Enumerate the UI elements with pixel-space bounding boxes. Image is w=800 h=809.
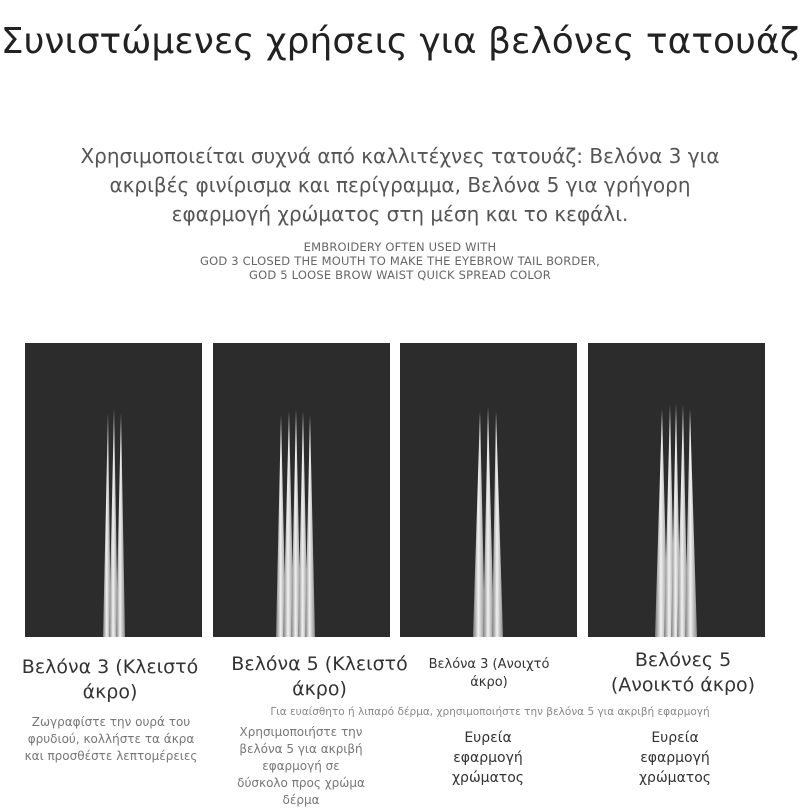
label-needle-3-open: Βελόνα 3 (Ανοιχτό άκρο) bbox=[428, 657, 550, 690]
english-line-1: EMBROIDERY OFTEN USED WITH bbox=[303, 240, 497, 254]
page-title: Συνιστώμενες χρήσεις για βελόνες τατουάζ bbox=[0, 21, 800, 62]
label-needle-5-open: Βελόνες 5 (Ανοικτό άκρο) bbox=[610, 649, 756, 696]
intro-text: Χρησιμοποιείται συχνά από καλλιτέχνες τατουάζ: Βελόνα 3 για ακριβές φινίρισμα και περίγραμμα, Βελόνα 5 για γρήγορη εφαρμογή χρώματος στη μέση και το κεφάλι. bbox=[80, 144, 720, 226]
english-caption bbox=[0, 240, 800, 282]
desc-needle-3-closed: Ζωγραφίστε την ουρά του φρυδιού, κολλήστε τα άκρα και προσθέστε λεπτομέρειες bbox=[24, 715, 198, 763]
needle-5-closed-panel bbox=[213, 343, 390, 637]
desc-needle-3-open: Ευρεία εφαρμογή χρώματος bbox=[451, 730, 525, 786]
label-needle-3-closed: Βελόνα 3 (Κλειστό άκρο) bbox=[21, 656, 199, 703]
english-line-2: GOD 3 CLOSED THE MOUTH TO MAKE THE EYEBROW TAIL BORDER, bbox=[200, 254, 600, 268]
label-needle-5-closed: Βελόνα 5 (Κλειστό άκρο) bbox=[231, 653, 408, 700]
needle-5-open-panel bbox=[588, 343, 765, 637]
needle-3-open-icon bbox=[400, 343, 577, 637]
desc-needle-5-closed: Χρησιμοποιήστε την βελόνα 5 για ακριβή εφαρμογή σε δύσκολο προς χρώμα δέρμα bbox=[237, 725, 365, 807]
needle-3-closed-icon bbox=[25, 343, 202, 637]
english-line-3: GOD 5 LOOSE BROW WAIST QUICK SPREAD COLOR bbox=[249, 268, 551, 282]
desc-needle-5-open: Ευρεία εφαρμογή χρώματος bbox=[638, 730, 712, 786]
needle-3-open-panel bbox=[400, 343, 577, 637]
needle-5-open-icon bbox=[588, 343, 765, 637]
needle-5-closed-icon bbox=[213, 343, 390, 637]
skin-note: Για ευαίσθητο ή λιπαρό δέρμα, χρησιμοποιήστε την βελόνα 5 για ακριβή εφαρμογή bbox=[270, 706, 710, 718]
needle-3-closed-panel bbox=[25, 343, 202, 637]
